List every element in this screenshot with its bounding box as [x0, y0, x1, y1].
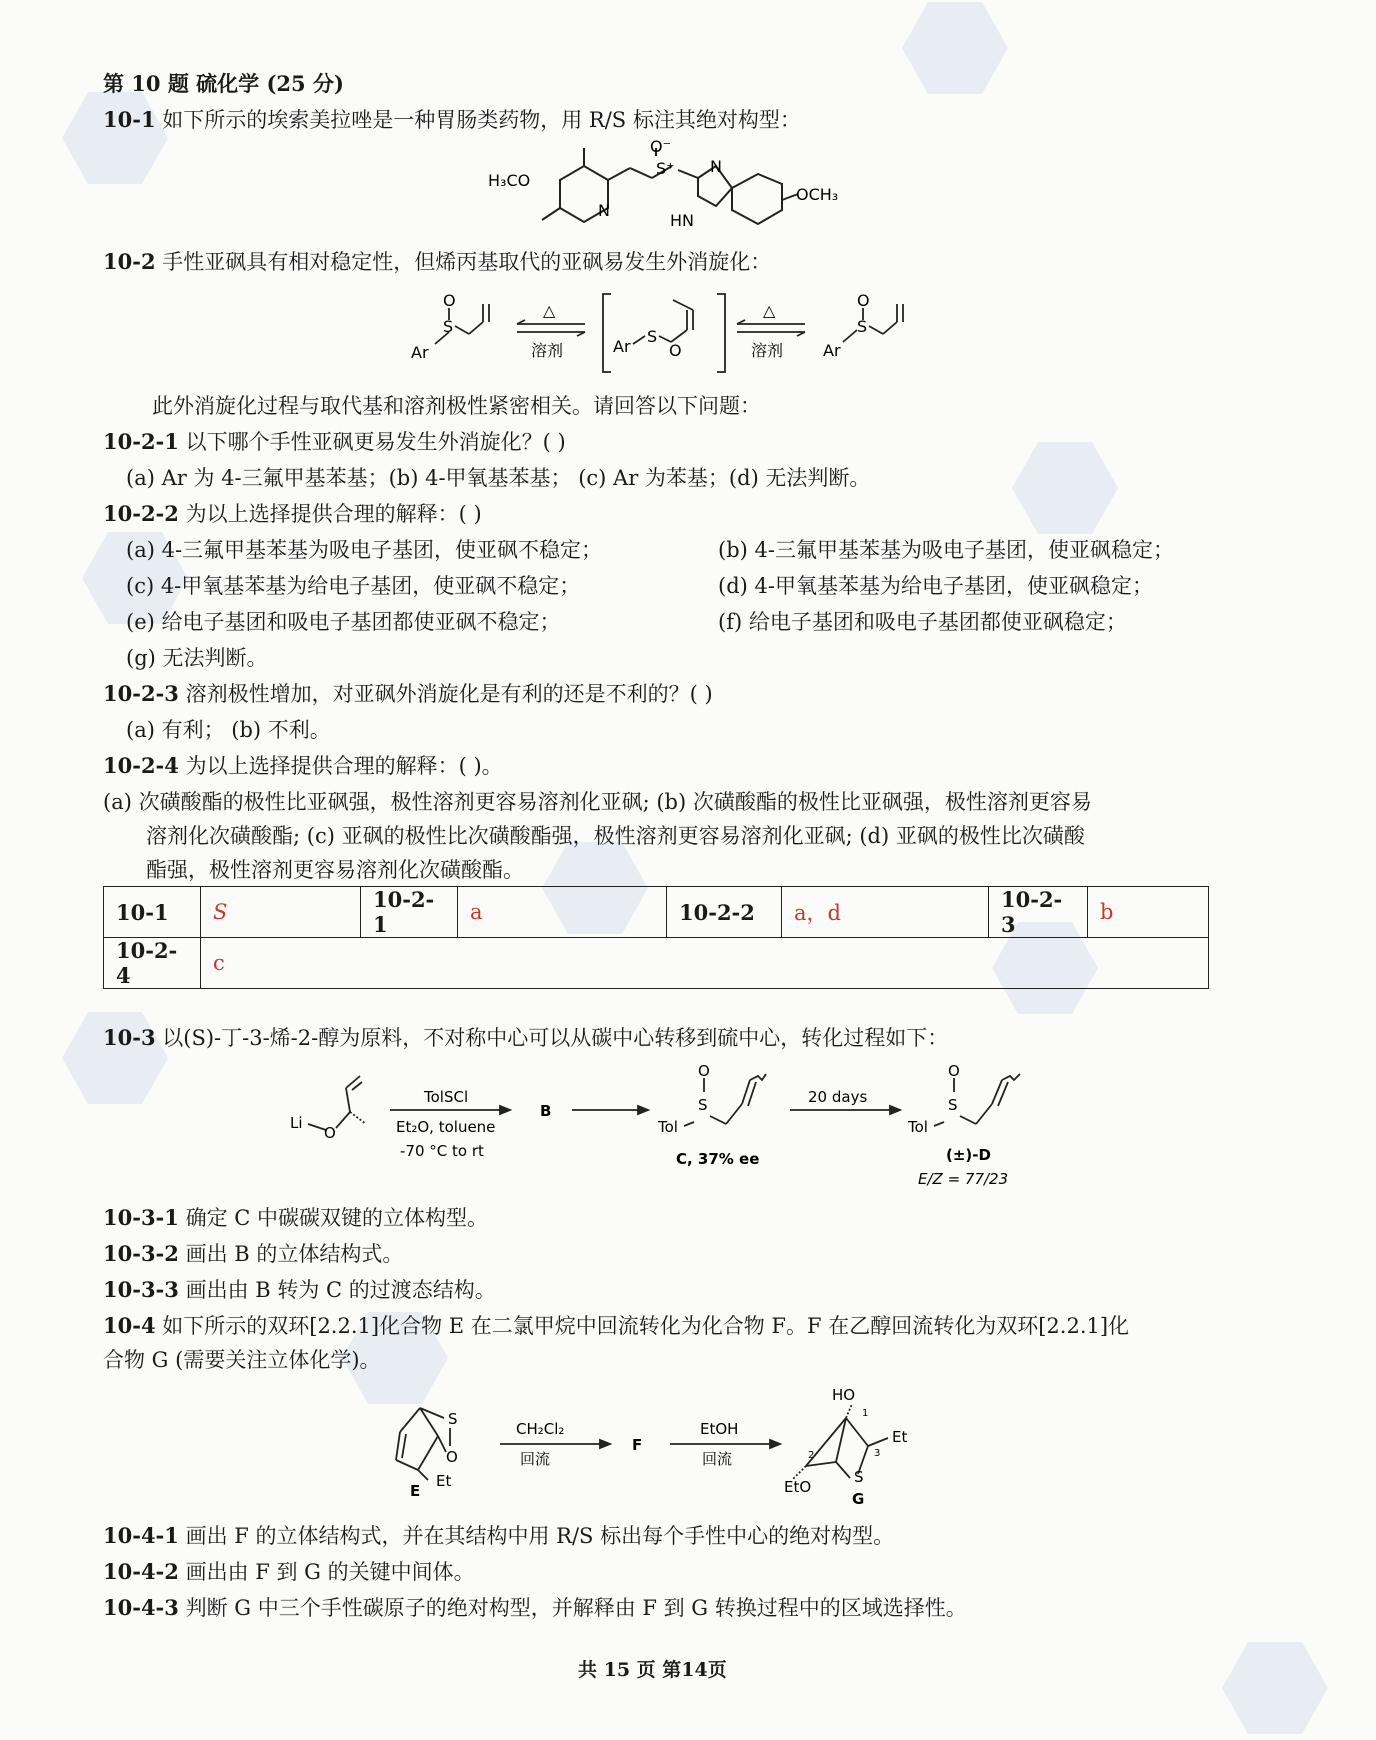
- page-footer: 共 15 页 第14页: [578, 1659, 727, 1681]
- compound-c-label: C, 37% ee: [676, 1150, 760, 1168]
- compound-e-label: E: [410, 1482, 421, 1500]
- ethoxy-label: EtO: [784, 1478, 812, 1496]
- question-number: 10-3-1: [103, 1205, 179, 1230]
- reagent-label: TolSCl: [424, 1088, 469, 1106]
- solvent-label: 溶剂: [751, 341, 784, 360]
- option-line: 溶剂化次磺酸酯; (c) 亚砜的极性比次磺酸酯强，极性溶剂更容易溶剂化亚砜; (d) 亚砜的极性比次磺酸: [146, 824, 1085, 848]
- options: (a) 有利； (b) 不利。: [126, 718, 331, 742]
- sulfur-label: S: [854, 1468, 864, 1486]
- question-text: 溶剂极性增加，对亚砜外消旋化是有利的还是不利的？( ): [185, 682, 713, 706]
- table-row: [104, 938, 1209, 989]
- question-number: 10-4: [103, 1313, 156, 1338]
- chirality-transfer-scheme: [290, 1060, 1050, 1190]
- option-e: (e) 给电子基团和吸电子基团都使亚砜不稳定；: [126, 610, 561, 634]
- locant-label: 2: [808, 1450, 815, 1461]
- question-number: 10-3-2: [103, 1241, 179, 1266]
- option-c: (c) 4-甲氧基苯基为给电子基团，使亚砜不稳定；: [126, 574, 581, 598]
- oxygen-label: O: [948, 1062, 960, 1080]
- aryl-label: Ar: [613, 337, 631, 356]
- oxygen-label: O: [443, 291, 456, 310]
- answer-key: 10-2-3: [989, 887, 1088, 938]
- question-number: 10-2-3: [103, 681, 179, 706]
- answer-key: 10-2-1: [361, 887, 458, 938]
- methoxy-label: OCH₃: [796, 185, 839, 204]
- condition-label: -70 °C to rt: [400, 1142, 484, 1160]
- option-d: (d) 4-甲氧基苯基为给电子基团，使亚砜稳定；: [718, 574, 1153, 598]
- answer-value: S: [201, 887, 361, 938]
- option-a: (a) 4-三氟甲基苯基为吸电子基团，使亚砜不稳定；: [126, 538, 603, 562]
- question-number: 10-2-2: [103, 501, 179, 526]
- option-line: (a) 次磺酸酯的极性比亚砜强，极性溶剂更容易溶剂化亚砜; (b) 次磺酸酯的极性比亚砜强，极性溶剂更容易: [103, 790, 1092, 814]
- compound-d-label: (±)-D: [946, 1146, 991, 1164]
- question-number: 10-4-1: [103, 1523, 179, 1548]
- question-10-3-3: [103, 1276, 496, 1304]
- question-text: 如下所示的双环[2.2.1]化合物 E 在二氯甲烷中回流转化为化合物 F。F 在乙醇回流转化为双环[2.2.1]化: [162, 1314, 1130, 1338]
- sulfoxide-o-label: O⁻: [650, 138, 672, 156]
- answer-value: b: [1088, 887, 1209, 938]
- heat-symbol: △: [763, 301, 776, 320]
- question-text: 以下哪个手性亚砜更易发生外消旋化？( ): [185, 430, 566, 454]
- question-text: 手性亚砜具有相对稳定性，但烯丙基取代的亚砜易发生外消旋化：: [162, 250, 772, 274]
- compound-f-label: F: [632, 1436, 643, 1454]
- condition-label: 回流: [702, 1450, 733, 1468]
- solvent-label: 溶剂: [531, 341, 564, 360]
- question-number: 10-2: [103, 249, 156, 274]
- question-10-3-2: [103, 1240, 403, 1268]
- racemization-scheme: [405, 286, 945, 376]
- watermark-logo: [1010, 440, 1120, 536]
- question-10-4-2: [103, 1558, 475, 1586]
- lithium-label: Li: [290, 1114, 303, 1132]
- option-f: (f) 给电子基团和吸电子基团都使亚砜稳定；: [718, 610, 1127, 634]
- question-number: 10-1: [103, 107, 156, 132]
- question-text: 画出由 B 转为 C 的过渡态结构。: [185, 1278, 496, 1302]
- sulfur-label: S: [647, 327, 658, 346]
- question-10-2-3: [103, 680, 713, 708]
- watermark-logo: [1220, 1640, 1330, 1736]
- answer-value: a，d: [782, 887, 989, 938]
- question-number: 10-3: [103, 1025, 156, 1050]
- compound-g-label: G: [852, 1490, 865, 1508]
- aryl-label: Ar: [823, 341, 841, 360]
- heat-symbol: △: [543, 301, 556, 320]
- compound-b-label: B: [540, 1102, 552, 1120]
- question-text: 为以上选择提供合理的解释：( ): [185, 502, 482, 526]
- table-row: [104, 887, 1209, 938]
- question-10-4-1: [103, 1522, 894, 1550]
- locant-label: 1: [862, 1408, 869, 1419]
- locant-label: 3: [874, 1448, 881, 1459]
- question-10-2-1: [103, 428, 566, 456]
- option-line: 酯强，极性溶剂更容易溶剂化次磺酸酯。: [146, 858, 524, 882]
- question-text: 画出由 F 到 G 的关键中间体。: [185, 1560, 475, 1584]
- question-number: 10-2-1: [103, 429, 179, 454]
- tolyl-label: Tol: [658, 1118, 678, 1136]
- question-10-3: [103, 1024, 948, 1052]
- question-number: 10-2-4: [103, 753, 179, 778]
- question-10-4: [103, 1312, 1129, 1340]
- question-number: 10-4-2: [103, 1559, 179, 1584]
- solvent-label: EtOH: [700, 1420, 739, 1438]
- answer-key: 10-1: [104, 887, 201, 938]
- bicyclic-scheme: [380, 1382, 960, 1512]
- question-text: 以(S)-丁-3-烯-2-醇为原料，不对称中心可以从碳中心转移到硫中心，转化过程如下：: [162, 1026, 949, 1050]
- aryl-label: Ar: [411, 343, 429, 362]
- methoxy-label: H₃CO: [488, 171, 531, 190]
- option-g: (g) 无法判断。: [126, 646, 268, 670]
- question-10-3-1: [103, 1204, 488, 1232]
- hydroxyl-label: HO: [832, 1386, 856, 1404]
- sulfoxide-s-label: S⁺: [656, 159, 675, 178]
- sulfur-label: S: [948, 1096, 958, 1114]
- question-text: 为以上选择提供合理的解释：( )。: [185, 754, 503, 778]
- question-title: 第 10 题 硫化学 (25 分): [103, 71, 344, 96]
- question-10-2-4: [103, 752, 503, 780]
- option-b: (b) 4-三氟甲基苯基为吸电子基团，使亚砜稳定；: [718, 538, 1174, 562]
- oxygen-label: O: [857, 291, 870, 310]
- oxygen-label: O: [669, 341, 682, 360]
- sulfur-label: S: [443, 317, 454, 336]
- ethyl-label: Et: [436, 1472, 452, 1490]
- pyridine-n-label: N: [598, 201, 610, 220]
- hn-label: HN: [670, 211, 694, 230]
- question-text: 画出 B 的立体结构式。: [185, 1242, 404, 1266]
- question-10-2-2: [103, 500, 482, 528]
- question-number: 10-3-3: [103, 1277, 179, 1302]
- imidazole-n-label: N: [710, 157, 722, 176]
- sulfur-label: S: [857, 317, 868, 336]
- solvent-label: CH₂Cl₂: [516, 1420, 565, 1438]
- esomeprazole-structure: [480, 138, 840, 248]
- ethyl-label: Et: [892, 1428, 908, 1446]
- condition-label: Et₂O, toluene: [396, 1118, 496, 1136]
- watermark-logo: [900, 0, 1010, 96]
- question-text-continued: 合物 G (需要关注立体化学)。: [103, 1348, 381, 1372]
- question-text: 判断 G 中三个手性碳原子的绝对构型，并解释由 F 到 G 转换过程中的区域选择性。: [185, 1596, 967, 1620]
- answer-key: 10-2-4: [104, 938, 201, 989]
- sulfur-label: S: [448, 1410, 458, 1428]
- answer-value: a: [458, 887, 667, 938]
- question-10-2: [103, 248, 771, 276]
- question-text: 确定 C 中碳碳双键的立体构型。: [185, 1206, 488, 1230]
- question-10-1: [103, 106, 801, 134]
- oxygen-label: O: [698, 1062, 710, 1080]
- question-10-4-3: [103, 1594, 967, 1622]
- question-text: 如下所示的埃索美拉唑是一种胃肠类药物，用 R/S 标注其绝对构型：: [162, 108, 801, 132]
- answer-value: c: [201, 938, 1209, 989]
- tolyl-label: Tol: [908, 1118, 928, 1136]
- sulfur-label: S: [698, 1096, 708, 1114]
- condition-label: 20 days: [808, 1088, 868, 1106]
- answer-key: 10-2-2: [667, 887, 782, 938]
- condition-label: 回流: [520, 1450, 551, 1468]
- question-number: 10-4-3: [103, 1595, 179, 1620]
- question-text: 画出 F 的立体结构式，并在其结构中用 R/S 标出每个手性中心的绝对构型。: [185, 1524, 895, 1548]
- ez-ratio-label: E/Z = 77/23: [918, 1170, 1009, 1188]
- oxygen-label: O: [446, 1448, 458, 1466]
- watermark-logo: [60, 90, 170, 186]
- options: (a) Ar 为 4-三氟甲基苯基；(b) 4-甲氧基苯基； (c) Ar 为苯基；(d) 无法判断。: [126, 466, 871, 490]
- oxygen-label: O: [324, 1124, 336, 1142]
- answer-table: [103, 886, 1209, 989]
- paragraph: 此外消旋化过程与取代基和溶剂极性紧密相关。请回答以下问题：: [152, 394, 761, 418]
